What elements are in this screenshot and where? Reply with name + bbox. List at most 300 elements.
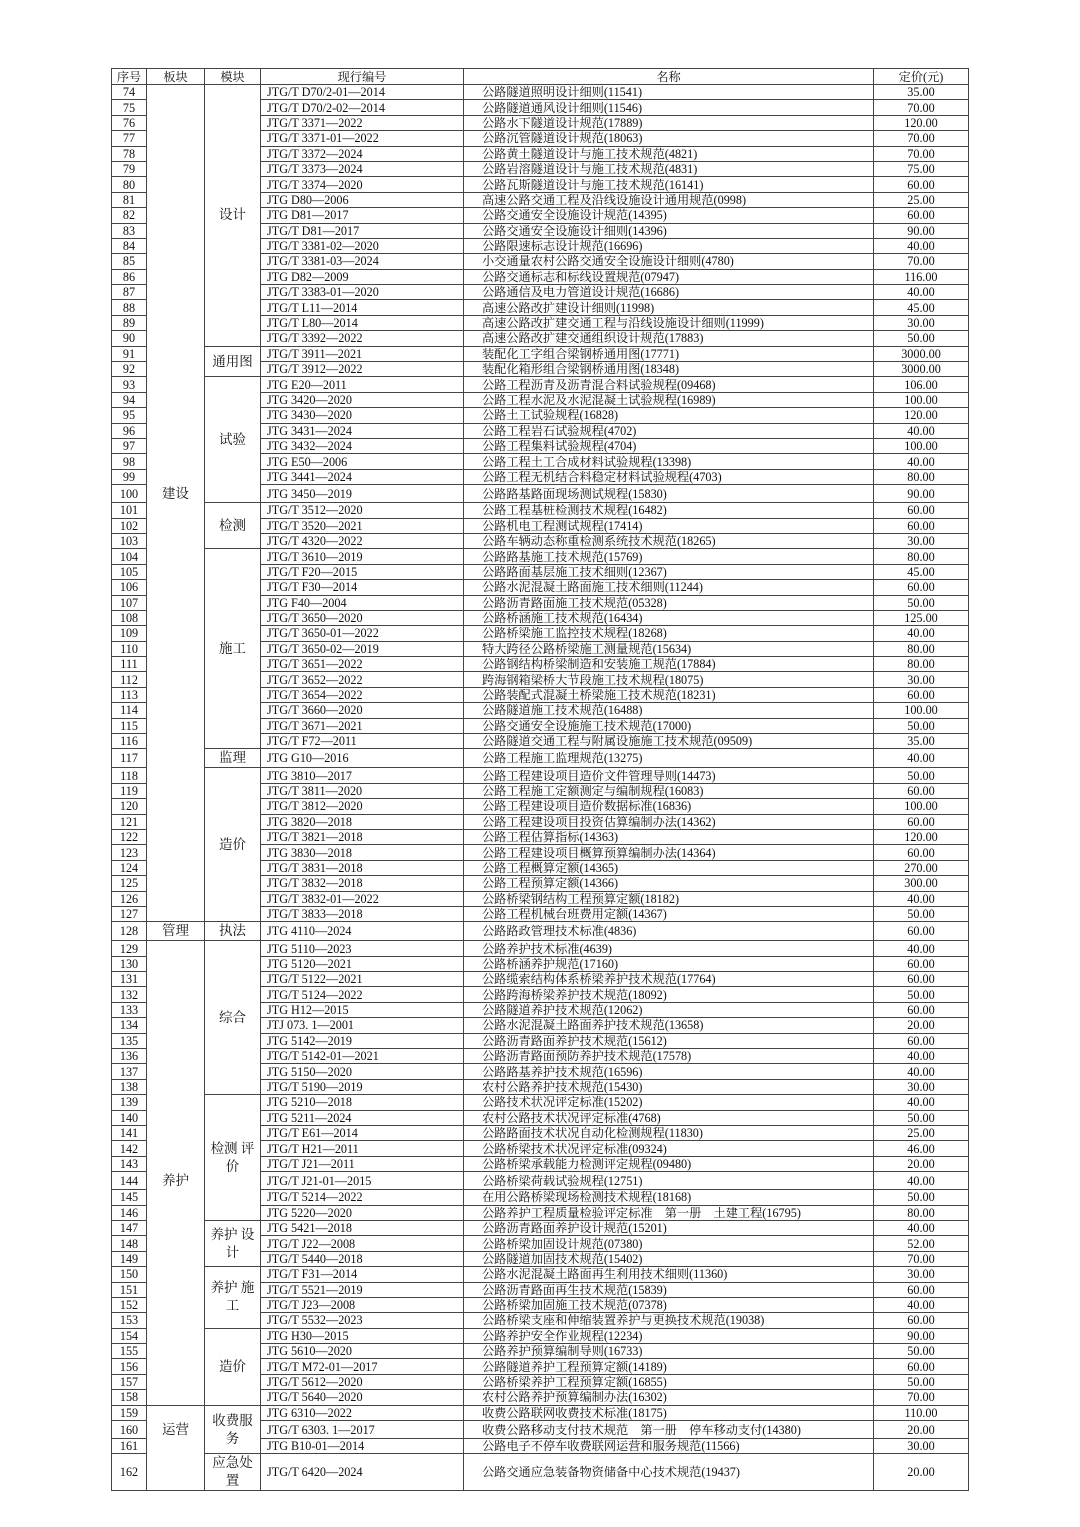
code-cell: JTG/T 5142-01—2021 (261, 1049, 464, 1064)
name-cell: 公路缆索结构体系桥梁养护技术规范(17764) (464, 972, 874, 987)
price-cell: 40.00 (874, 285, 969, 300)
code-cell: JTG/T F20—2015 (261, 564, 464, 579)
price-cell: 70.00 (874, 1251, 969, 1266)
seq-cell: 156 (112, 1359, 147, 1374)
sector-cell (147, 392, 205, 407)
sector-cell (147, 1251, 205, 1266)
sector-cell (147, 703, 205, 718)
seq-cell: 77 (112, 131, 147, 146)
seq-cell: 159 (112, 1405, 147, 1420)
seq-cell: 153 (112, 1313, 147, 1328)
table-row (112, 503, 969, 518)
price-cell: 40.00 (874, 1064, 969, 1079)
name-cell: 公路岩溶隧道设计与施工技术规范(4831) (464, 161, 874, 176)
price-cell: 60.00 (874, 1313, 969, 1328)
seq-cell: 139 (112, 1095, 147, 1110)
table-row (112, 922, 969, 941)
price-cell: 30.00 (874, 315, 969, 330)
sector-cell (147, 799, 205, 814)
code-cell: JTG/T 3373—2024 (261, 161, 464, 176)
code-cell: JTG 5120—2021 (261, 956, 464, 971)
sector-cell (147, 610, 205, 625)
price-cell: 60.00 (874, 1359, 969, 1374)
name-cell: 公路路政管理技术标准(4836) (464, 922, 874, 941)
sector-cell (147, 1033, 205, 1048)
sector-cell (147, 1156, 205, 1171)
price-cell: 35.00 (874, 734, 969, 749)
name-cell: 装配化工字组合梁钢桥通用图(17771) (464, 346, 874, 361)
name-cell: 公路桥梁支座和伸缩装置养护与更换技术规范(19038) (464, 1313, 874, 1328)
price-cell: 60.00 (874, 1282, 969, 1297)
code-cell: JTG/T 3812—2020 (261, 799, 464, 814)
sector-cell (147, 469, 205, 484)
sector-cell (147, 1190, 205, 1205)
header-name: 名称 (464, 69, 874, 85)
code-cell: JTG B10-01—2014 (261, 1439, 464, 1454)
code-cell: JTG/T 3512—2020 (261, 503, 464, 518)
price-cell: 60.00 (874, 1033, 969, 1048)
seq-cell: 118 (112, 768, 147, 783)
table-row (112, 941, 969, 956)
code-cell: JTG/T L80—2014 (261, 315, 464, 330)
name-cell: 公路养护工程质量检验评定标准 第一册 土建工程(16795) (464, 1205, 874, 1220)
code-cell: JTG 3830—2018 (261, 845, 464, 860)
price-cell: 20.00 (874, 1018, 969, 1033)
name-cell: 公路技术状况评定标准(15202) (464, 1095, 874, 1110)
sector-cell (147, 1454, 205, 1491)
price-cell: 80.00 (874, 641, 969, 656)
seq-cell: 78 (112, 146, 147, 161)
price-cell: 100.00 (874, 799, 969, 814)
price-cell: 40.00 (874, 1172, 969, 1190)
name-cell: 公路工程土工合成材料试验规程(13398) (464, 454, 874, 469)
name-cell: 公路交通安全设施施工技术规范(17000) (464, 718, 874, 733)
seq-cell: 84 (112, 238, 147, 253)
seq-cell: 119 (112, 783, 147, 798)
seq-cell: 132 (112, 987, 147, 1002)
seq-cell: 100 (112, 485, 147, 503)
sector-cell (147, 85, 205, 100)
code-cell: JTG/T 3650—2020 (261, 610, 464, 625)
name-cell: 公路隧道养护技术规范(12062) (464, 1002, 874, 1017)
price-cell: 30.00 (874, 1439, 969, 1454)
seq-cell: 91 (112, 346, 147, 361)
seq-cell: 133 (112, 1002, 147, 1017)
sector-cell (147, 503, 205, 518)
name-cell: 公路工程估算指标(14363) (464, 829, 874, 844)
seq-cell: 145 (112, 1190, 147, 1205)
sector-cell (147, 987, 205, 1002)
code-cell: JTG D80—2006 (261, 192, 464, 207)
seq-cell: 117 (112, 749, 147, 768)
header-sector: 板块 (147, 69, 205, 85)
table-row (112, 346, 969, 361)
price-cell: 106.00 (874, 377, 969, 392)
seq-cell: 122 (112, 829, 147, 844)
sector-cell (147, 1359, 205, 1374)
name-cell: 公路跨海桥梁养护技术规范(18092) (464, 987, 874, 1002)
name-cell: 公路工程施工监理规范(13275) (464, 749, 874, 768)
code-cell: JTG 5210—2018 (261, 1095, 464, 1110)
name-cell: 公路限速标志设计规范(16696) (464, 238, 874, 253)
sector-cell (147, 146, 205, 161)
name-cell: 特大跨径公路桥梁施工测量规范(15634) (464, 641, 874, 656)
seq-cell: 86 (112, 269, 147, 284)
sector-cell (147, 783, 205, 798)
code-cell: JTG/T 5612—2020 (261, 1374, 464, 1389)
sector-cell (147, 1282, 205, 1297)
seq-cell: 108 (112, 610, 147, 625)
code-cell: JTG/T 6420—2024 (261, 1454, 464, 1491)
sector-cell (147, 941, 205, 956)
price-cell: 20.00 (874, 1454, 969, 1491)
sector-cell (147, 1405, 205, 1420)
price-cell: 40.00 (874, 423, 969, 438)
seq-cell: 102 (112, 518, 147, 533)
price-cell: 40.00 (874, 1095, 969, 1110)
seq-cell: 131 (112, 972, 147, 987)
name-cell: 公路水泥混凝土路面再生利用技术细则(11360) (464, 1267, 874, 1282)
seq-cell: 95 (112, 408, 147, 423)
seq-cell: 150 (112, 1267, 147, 1282)
name-cell: 公路桥梁荷载试验规程(12751) (464, 1172, 874, 1190)
price-cell: 50.00 (874, 987, 969, 1002)
module-label: 养护 施工 (205, 1267, 261, 1329)
price-cell: 80.00 (874, 1205, 969, 1220)
seq-cell: 136 (112, 1049, 147, 1064)
seq-cell: 120 (112, 799, 147, 814)
table-row (112, 549, 969, 564)
price-cell: 120.00 (874, 115, 969, 130)
code-cell: JTG 6310—2022 (261, 1405, 464, 1420)
sector-cell (147, 1390, 205, 1405)
price-cell: 80.00 (874, 657, 969, 672)
sector-cell (147, 1328, 205, 1343)
name-cell: 公路水泥混凝土路面施工技术细则(11244) (464, 580, 874, 595)
seq-cell: 103 (112, 533, 147, 548)
price-cell: 100.00 (874, 438, 969, 453)
sector-label: 养护 (147, 1172, 205, 1190)
module-label: 综合 (205, 941, 261, 1095)
seq-cell: 80 (112, 177, 147, 192)
code-cell: JTG/T 3650-02—2019 (261, 641, 464, 656)
code-cell: JTG 5211—2024 (261, 1110, 464, 1125)
sector-cell (147, 626, 205, 641)
code-cell: JTG D81—2017 (261, 208, 464, 223)
code-cell: JTG/T 3833—2018 (261, 906, 464, 921)
seq-cell: 125 (112, 876, 147, 891)
code-cell: JTG/T J23—2008 (261, 1297, 464, 1312)
sector-cell (147, 657, 205, 672)
name-cell: 公路交通安全设施设计细则(14396) (464, 223, 874, 238)
name-cell: 公路交通安全设施设计规范(14395) (464, 208, 874, 223)
seq-cell: 112 (112, 672, 147, 687)
sector-cell (147, 177, 205, 192)
sector-cell (147, 208, 205, 223)
price-cell: 50.00 (874, 1190, 969, 1205)
code-cell: JTG/T D81—2017 (261, 223, 464, 238)
price-cell: 125.00 (874, 610, 969, 625)
price-cell: 40.00 (874, 238, 969, 253)
seq-cell: 85 (112, 254, 147, 269)
price-cell: 75.00 (874, 161, 969, 176)
code-cell: JTG/T 5122—2021 (261, 972, 464, 987)
seq-cell: 101 (112, 503, 147, 518)
sector-cell (147, 860, 205, 875)
price-cell: 60.00 (874, 922, 969, 941)
module-label: 收费服务 (205, 1405, 261, 1454)
name-cell: 公路工程建设项目造价数据标准(16836) (464, 799, 874, 814)
price-cell: 40.00 (874, 749, 969, 768)
module-label: 通用图 (205, 346, 261, 377)
name-cell: 公路工程沥青及沥青混合料试验规程(09468) (464, 377, 874, 392)
price-cell: 60.00 (874, 208, 969, 223)
seq-cell: 148 (112, 1236, 147, 1251)
code-cell: JTG/T E61—2014 (261, 1126, 464, 1141)
sector-cell (147, 1126, 205, 1141)
name-cell: 公路交通标志和标线设置规范(07947) (464, 269, 874, 284)
seq-cell: 162 (112, 1454, 147, 1491)
price-cell: 40.00 (874, 626, 969, 641)
name-cell: 公路沉管隧道设计规范(18063) (464, 131, 874, 146)
sector-cell (147, 533, 205, 548)
name-cell: 公路工程岩石试验规程(4702) (464, 423, 874, 438)
code-cell: JTG/T 5440—2018 (261, 1251, 464, 1266)
seq-cell: 140 (112, 1110, 147, 1125)
seq-cell: 96 (112, 423, 147, 438)
code-cell: JTG/T 3650-01—2022 (261, 626, 464, 641)
sector-cell (147, 223, 205, 238)
name-cell: 公路车辆动态称重检测系统技术规范(18265) (464, 533, 874, 548)
name-cell: 公路工程建设项目概算预算编制办法(14364) (464, 845, 874, 860)
price-cell: 110.00 (874, 1405, 969, 1420)
name-cell: 公路桥涵施工技术规范(16434) (464, 610, 874, 625)
seq-cell: 97 (112, 438, 147, 453)
price-cell: 50.00 (874, 718, 969, 733)
sector-cell (147, 972, 205, 987)
name-cell: 公路工程概算定额(14365) (464, 860, 874, 875)
code-cell: JTG E20—2011 (261, 377, 464, 392)
seq-cell: 98 (112, 454, 147, 469)
price-cell: 46.00 (874, 1141, 969, 1156)
name-cell: 收费公路移动支付技术规范 第一册 停车移动支付(14380) (464, 1421, 874, 1439)
price-cell: 50.00 (874, 331, 969, 346)
seq-cell: 94 (112, 392, 147, 407)
name-cell: 公路桥梁养护工程预算定额(16855) (464, 1374, 874, 1389)
price-cell: 50.00 (874, 595, 969, 610)
name-cell: 公路水下隧道设计规范(17889) (464, 115, 874, 130)
name-cell: 公路隧道养护工程预算定额(14189) (464, 1359, 874, 1374)
seq-cell: 115 (112, 718, 147, 733)
seq-cell: 149 (112, 1251, 147, 1266)
name-cell: 公路瓦斯隧道设计与施工技术规范(16141) (464, 177, 874, 192)
sector-cell (147, 518, 205, 533)
name-cell: 在用公路桥梁现场检测技术规程(18168) (464, 1190, 874, 1205)
seq-cell: 111 (112, 657, 147, 672)
code-cell: JTG 3450—2019 (261, 485, 464, 503)
price-cell: 35.00 (874, 85, 969, 100)
code-cell: JTG 5110—2023 (261, 941, 464, 956)
code-cell: JTG/T 6303. 1—2017 (261, 1421, 464, 1439)
price-cell: 40.00 (874, 1049, 969, 1064)
name-cell: 跨海钢箱梁桥大节段施工技术规程(18075) (464, 672, 874, 687)
sector-cell (147, 1079, 205, 1094)
price-cell: 20.00 (874, 1421, 969, 1439)
code-cell: JTG/T 5521—2019 (261, 1282, 464, 1297)
name-cell: 公路路基施工技术规范(15769) (464, 549, 874, 564)
price-cell: 70.00 (874, 1390, 969, 1405)
name-cell: 公路工程无机结合料稳定材料试验规程(4703) (464, 469, 874, 484)
name-cell: 公路电子不停车收费联网运营和服务规范(11566) (464, 1439, 874, 1454)
name-cell: 公路机电工程测试规程(17414) (464, 518, 874, 533)
price-cell: 90.00 (874, 485, 969, 503)
sector-label: 建设 (147, 485, 205, 503)
module-label: 应急处置 (205, 1454, 261, 1491)
name-cell: 公路桥梁施工监控技术规程(18268) (464, 626, 874, 641)
sector-cell (147, 641, 205, 656)
price-cell: 70.00 (874, 131, 969, 146)
price-cell: 60.00 (874, 814, 969, 829)
price-cell: 100.00 (874, 392, 969, 407)
sector-cell (147, 1141, 205, 1156)
price-cell: 40.00 (874, 1220, 969, 1235)
standards-price-table (111, 68, 969, 1491)
price-cell: 60.00 (874, 503, 969, 518)
table-row (112, 1267, 969, 1282)
name-cell: 公路工程基桩检测技术规程(16482) (464, 503, 874, 518)
code-cell: JTG D82—2009 (261, 269, 464, 284)
sector-cell (147, 891, 205, 906)
sector-cell (147, 238, 205, 253)
name-cell: 高速公路交通工程及沿线设施设计通用规范(0998) (464, 192, 874, 207)
seq-cell: 87 (112, 285, 147, 300)
price-cell: 60.00 (874, 518, 969, 533)
price-cell: 25.00 (874, 1126, 969, 1141)
seq-cell: 106 (112, 580, 147, 595)
code-cell: JTG/T J21-01—2015 (261, 1172, 464, 1190)
seq-cell: 147 (112, 1220, 147, 1235)
name-cell: 公路隧道交通工程与附属设施施工技术规范(09509) (464, 734, 874, 749)
price-cell: 60.00 (874, 956, 969, 971)
code-cell: JTG/T 3811—2020 (261, 783, 464, 798)
seq-cell: 76 (112, 115, 147, 130)
name-cell: 高速公路改扩建设计细则(11998) (464, 300, 874, 315)
name-cell: 公路工程建设项目投资估算编制办法(14362) (464, 814, 874, 829)
sector-cell (147, 768, 205, 783)
price-cell: 60.00 (874, 783, 969, 798)
sector-cell (147, 1374, 205, 1389)
name-cell: 公路沥青路面养护技术规范(15612) (464, 1033, 874, 1048)
seq-cell: 82 (112, 208, 147, 223)
price-cell: 3000.00 (874, 362, 969, 377)
header-seq: 序号 (112, 69, 147, 85)
price-cell: 70.00 (874, 254, 969, 269)
seq-cell: 137 (112, 1064, 147, 1079)
code-cell: JTG 4110—2024 (261, 922, 464, 941)
code-cell: JTG 5142—2019 (261, 1033, 464, 1048)
price-cell: 45.00 (874, 300, 969, 315)
sector-cell (147, 956, 205, 971)
name-cell: 公路桥涵养护规范(17160) (464, 956, 874, 971)
code-cell: JTJ 073. 1—2001 (261, 1018, 464, 1033)
sector-cell (147, 192, 205, 207)
price-cell: 120.00 (874, 829, 969, 844)
seq-cell: 88 (112, 300, 147, 315)
sector-cell (147, 906, 205, 921)
sector-cell (147, 423, 205, 438)
code-cell: JTG 3432—2024 (261, 438, 464, 453)
sector-cell (147, 1049, 205, 1064)
seq-cell: 157 (112, 1374, 147, 1389)
price-cell: 40.00 (874, 891, 969, 906)
sector-cell (147, 1064, 205, 1079)
code-cell: JTG/T 3392—2022 (261, 331, 464, 346)
code-cell: JTG/T 3371-01—2022 (261, 131, 464, 146)
name-cell: 公路养护预算编制导则(16733) (464, 1344, 874, 1359)
table-row (112, 1328, 969, 1343)
name-cell: 公路养护技术标准(4639) (464, 941, 874, 956)
table-header-row (112, 69, 969, 85)
code-cell: JTG/T 5190—2019 (261, 1079, 464, 1094)
table-row (112, 1454, 969, 1491)
seq-cell: 104 (112, 549, 147, 564)
sector-cell (147, 315, 205, 330)
table-row (112, 1405, 969, 1420)
table-row (112, 1095, 969, 1110)
sector-cell (147, 254, 205, 269)
name-cell: 公路水泥混凝土路面养护技术规范(13658) (464, 1018, 874, 1033)
seq-cell: 114 (112, 703, 147, 718)
seq-cell: 124 (112, 860, 147, 875)
name-cell: 装配化箱形组合梁钢桥通用图(18348) (464, 362, 874, 377)
code-cell: JTG/T 3374—2020 (261, 177, 464, 192)
code-cell: JTG/T 3832-01—2022 (261, 891, 464, 906)
name-cell: 公路沥青路面养护设计规范(15201) (464, 1220, 874, 1235)
name-cell: 公路桥梁承载能力检测评定规程(09480) (464, 1156, 874, 1171)
code-cell: JTG/T 5124—2022 (261, 987, 464, 1002)
sector-cell (147, 549, 205, 564)
price-cell: 50.00 (874, 1110, 969, 1125)
name-cell: 公路桥梁加固施工技术规范(07378) (464, 1297, 874, 1312)
price-cell: 40.00 (874, 941, 969, 956)
seq-cell: 138 (112, 1079, 147, 1094)
price-cell: 20.00 (874, 1156, 969, 1171)
code-cell: JTG/T 3372—2024 (261, 146, 464, 161)
code-cell: JTG/T 3654—2022 (261, 687, 464, 702)
sector-cell (147, 331, 205, 346)
name-cell: 公路桥梁技术状况评定标准(09324) (464, 1141, 874, 1156)
name-cell: 公路沥青路面施工技术规范(05328) (464, 595, 874, 610)
name-cell: 公路沥青路面预防养护技术规范(17578) (464, 1049, 874, 1064)
name-cell: 公路隧道通风设计细则(11546) (464, 100, 874, 115)
sector-cell (147, 814, 205, 829)
name-cell: 高速公路改扩建交通工程与沿线设施设计细则(11999) (464, 315, 874, 330)
seq-cell: 74 (112, 85, 147, 100)
seq-cell: 142 (112, 1141, 147, 1156)
code-cell: JTG/T H21—2011 (261, 1141, 464, 1156)
name-cell: 公路通信及电力管道设计规范(16686) (464, 285, 874, 300)
name-cell: 农村公路养护技术规范(15430) (464, 1079, 874, 1094)
code-cell: JTG/T 3660—2020 (261, 703, 464, 718)
code-cell: JTG/T 3832—2018 (261, 876, 464, 891)
seq-cell: 105 (112, 564, 147, 579)
price-cell: 70.00 (874, 146, 969, 161)
code-cell: JTG/T 3831—2018 (261, 860, 464, 875)
sector-cell (147, 285, 205, 300)
price-cell: 60.00 (874, 177, 969, 192)
code-cell: JTG E50—2006 (261, 454, 464, 469)
price-cell: 60.00 (874, 580, 969, 595)
